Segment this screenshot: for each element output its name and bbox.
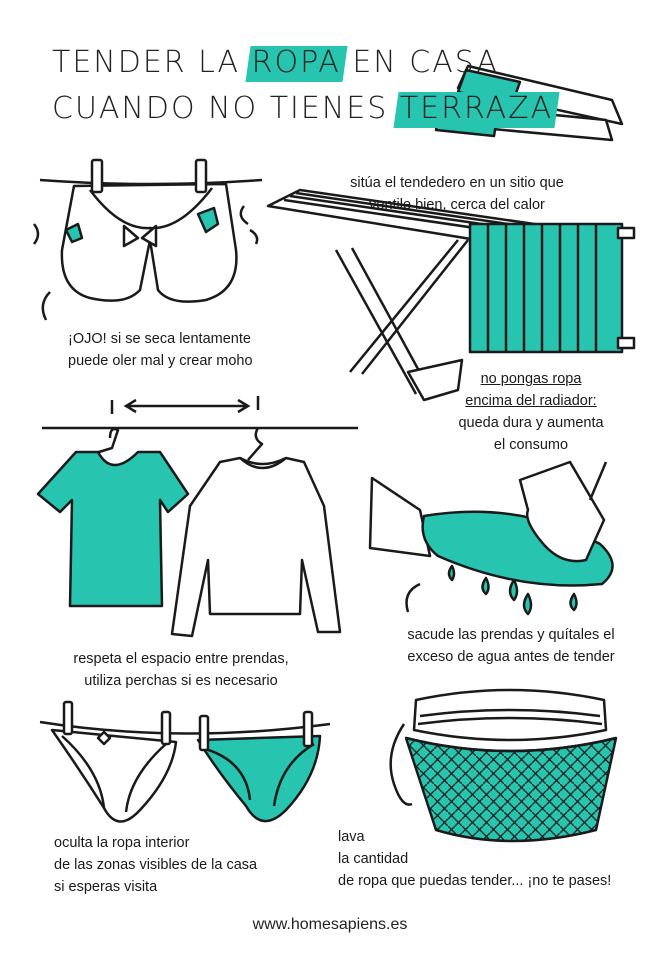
caption-line: de las zonas visibles de la casa (54, 857, 258, 873)
caption-line: queda dura y aumenta (458, 415, 604, 431)
title-highlight-ropa: ROPA (252, 40, 341, 86)
laundry-basket-icon (391, 690, 616, 841)
arrow-icon (126, 400, 248, 412)
arrow-icon (43, 292, 50, 320)
caption-radiador (442, 368, 620, 456)
title-highlight-terraza: TERRAZA (400, 86, 553, 132)
arrow-icon (407, 584, 421, 612)
caption-line: sitúa el tendedero en un sitio que (350, 175, 564, 191)
caption-line: si esperas visita (54, 879, 158, 895)
caption-line: oculta la ropa interior (54, 835, 190, 851)
caption-line: ¡OJO! si se seca lentamente (68, 331, 251, 347)
title-line1-b: EN CASA (352, 45, 499, 80)
caption-ojo (68, 328, 253, 372)
title-line1-a: TENDER LA (52, 45, 241, 80)
caption-line: ventile bien, cerca del calor (369, 197, 545, 213)
caption-line: el consumo (493, 437, 569, 453)
page-title (52, 40, 554, 132)
caption-line: respeta el espacio entre prendas, (73, 651, 289, 667)
caption-line: la cantidad (338, 851, 409, 867)
caption-line: sacude las prendas y quítales el (407, 627, 615, 643)
sweater-icon (172, 428, 340, 636)
caption-sacude (384, 624, 638, 668)
caption-line: utiliza perchas si es necesario (84, 673, 278, 689)
arrow-icon (391, 724, 412, 805)
caption-respeta (56, 648, 306, 692)
caption-oculta (54, 832, 257, 898)
wringing-hands-icon (370, 462, 613, 614)
caption-line: lava (338, 829, 365, 845)
caption-situa (326, 172, 588, 216)
caption-line: encima del radiador: (465, 393, 597, 409)
caption-line: no pongas ropa (480, 371, 582, 387)
shorts-icon (34, 160, 262, 320)
tshirt-icon (38, 429, 188, 606)
radiator-icon (470, 224, 634, 352)
caption-line: puede oler mal y crear moho (68, 353, 253, 369)
footer-url[interactable]: www.homesapiens.es (252, 916, 408, 933)
title-line2-a: CUANDO NO TIENES (52, 91, 389, 126)
caption-line: de ropa que puedas tender... ¡no te pases! (338, 873, 612, 889)
caption-line: exceso de agua antes de tender (407, 649, 615, 665)
caption-lava (338, 826, 611, 892)
clothes-rail-icon (42, 396, 358, 428)
